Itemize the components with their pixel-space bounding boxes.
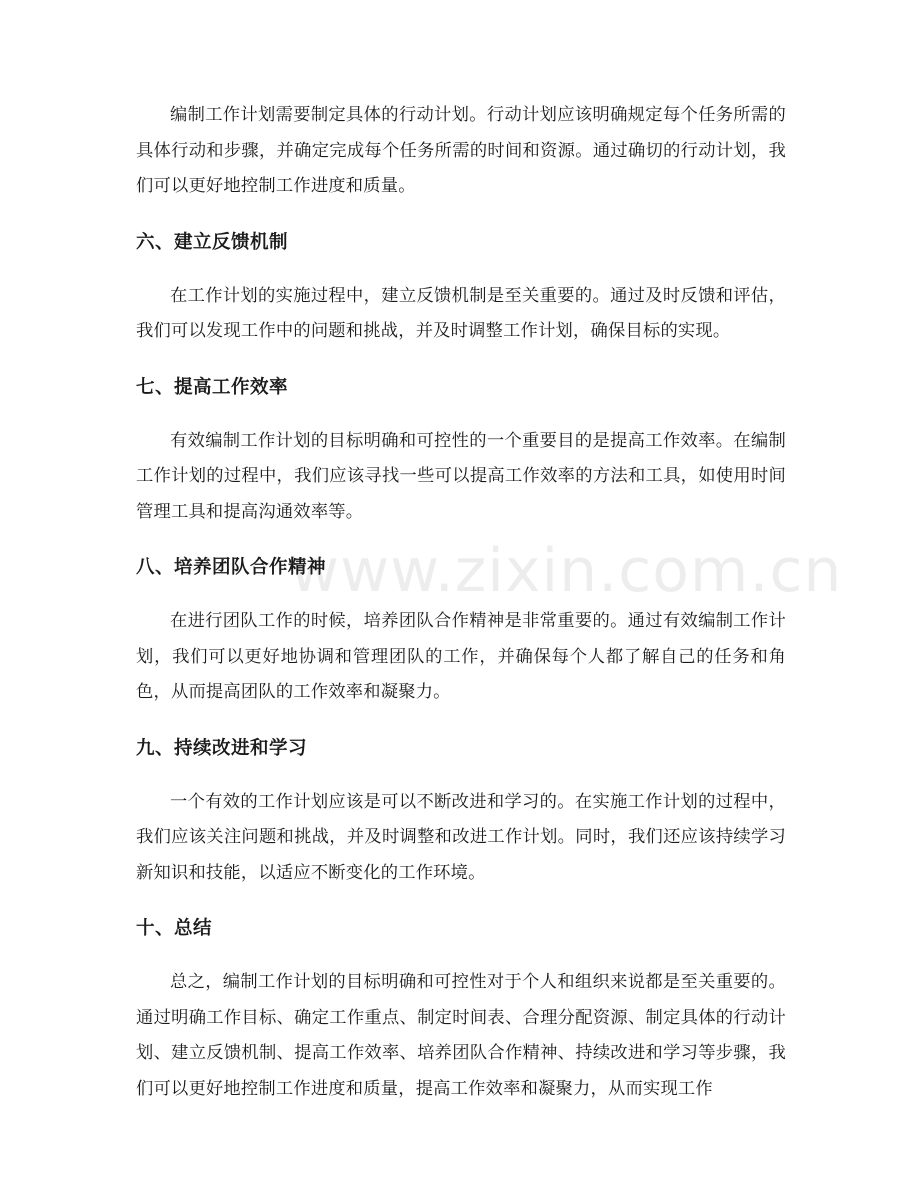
paragraph-improvement: 一个有效的工作计划应该是可以不断改进和学习的。在实施工作计划的过程中，我们应该关注问题和挑战，并及时调整和改进工作计划。同时，我们还应该持续学习新知识和技能，以适应不断变化的工作环境。 [136,791,786,883]
paragraph-feedback: 在工作计划的实施过程中，建立反馈机制是至关重要的。通过及时反馈和评估，我们可以发现工作中的问题和挑战，并及时调整工作计划，确保目标的实现。 [136,285,786,341]
heading-summary: 十、总结 [136,918,213,939]
heading-efficiency: 七、提高工作效率 [136,376,289,398]
document-body [136,98,786,1107]
paragraph-efficiency: 有效编制工作计划的目标明确和可控性的一个重要目的是提高工作效率。在编制工作计划的过程中，我们应该寻找一些可以提高工作效率的方法和工具，如使用时间管理工具和提高沟通效率等。 [136,430,786,522]
heading-feedback: 六、建立反馈机制 [136,231,289,253]
heading-improvement: 九、持续改进和学习 [136,737,308,759]
paragraph-teamwork: 在进行团队工作的时候，培养团队合作精神是非常重要的。通过有效编制工作计划，我们可以更好地协调和管理团队的工作，并确保每个人都了解自己的任务和角色，从而提高团队的工作效率和凝聚力。 [136,611,786,702]
paragraph-summary: 总之，编制工作计划的目标明确和可控性对于个人和组织来说都是至关重要的。通过明确工作目标、确定工作重点、制定时间表、合理分配资源、制定具体的行动计划、建立反馈机制、提高工作效率、培养团队合作精神、持续改进和学习等步骤，我们可以更好地控制工作进度和质量，提高工作效率和凝聚力，从而实现工作 [136,972,786,1099]
paragraph-action-plan: 编制工作计划需要制定具体的行动计划。行动计划应该明确规定每个任务所需的具体行动和步骤，并确定完成每个任务所需的时间和资源。通过确切的行动计划，我们可以更好地控制工作进度和质量。 [136,105,786,196]
heading-teamwork: 八、培养团队合作精神 [136,557,327,578]
watermark: www.zixin.com.cn [290,536,843,606]
